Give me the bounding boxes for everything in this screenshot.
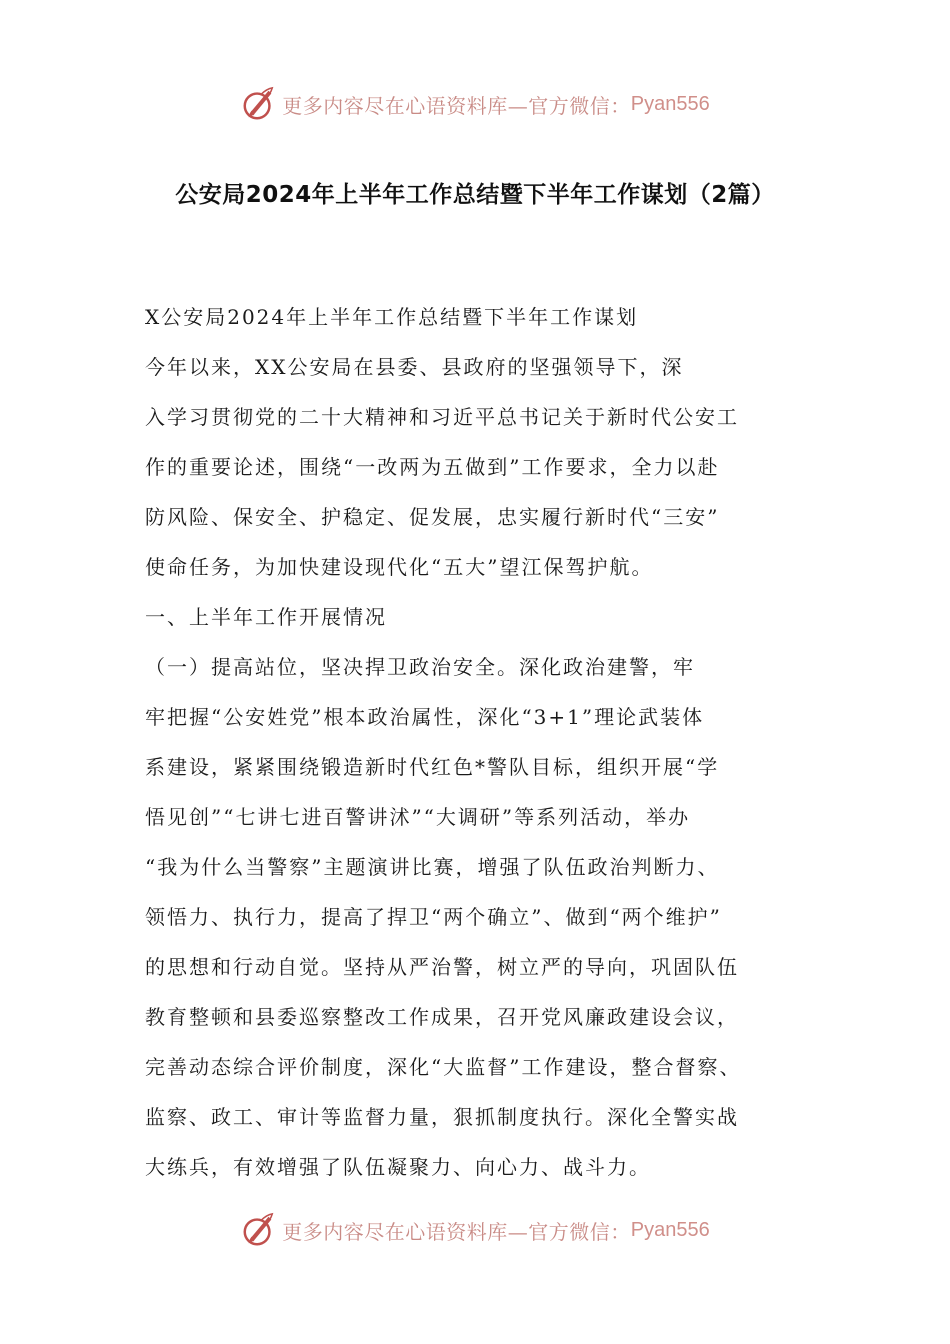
body-line: 使命任务，为加快建设现代化“五大”望江保驾护航。 <box>145 555 654 579</box>
body-line: 监察、政工、审计等监督力量，狠抓制度执行。深化全警实战 <box>145 1105 739 1129</box>
body-line: “我为什么当警察”主题演讲比赛，增强了队伍政治判断力、 <box>145 855 720 879</box>
body-line: 牢把握“公安姓党”根本政治属性，深化“3+1”理论武装体 <box>145 705 705 729</box>
body-line: 的思想和行动自觉。坚持从严治警，树立严的导向，巩固队伍 <box>145 955 739 979</box>
body-line: 防风险、保安全、护稳定、促发展，忠实履行新时代“三安” <box>145 505 720 529</box>
body-line: X公安局2024年上半年工作总结暨下半年工作谋划 <box>145 305 639 329</box>
section-heading: 一、上半年工作开展情况 <box>145 605 387 629</box>
quill-logo-icon <box>240 85 278 123</box>
watermark-text: 更多内容尽在心语资料库—官方微信： <box>282 93 631 118</box>
document-body <box>145 295 785 1195</box>
body-line: 作的重要论述，围绕“一改两为五做到”工作要求，全力以赴 <box>145 455 720 479</box>
watermark-text: 更多内容尽在心语资料库—官方微信： <box>282 1219 631 1244</box>
document-title: 公安局2024年上半年工作总结暨下半年工作谋划（2篇） <box>175 182 775 208</box>
body-line: 悟见创”“七讲七进百警讲沭”“大调研”等系列活动，举办 <box>145 805 691 829</box>
watermark-wechat-id: Pyan556 <box>630 92 710 115</box>
body-line: 领悟力、执行力，提高了捍卫“两个确立”、做到“两个维护” <box>145 905 722 929</box>
watermark-banner-bottom <box>0 1208 950 1252</box>
body-line: 今年以来，XX公安局在县委、县政府的坚强领导下，深 <box>145 355 684 379</box>
watermark-wechat-id: Pyan556 <box>630 1218 710 1241</box>
body-line: 入学习贯彻党的二十大精神和习近平总书记关于新时代公安工 <box>145 405 739 429</box>
body-line: 大练兵，有效增强了队伍凝聚力、向心力、战斗力。 <box>145 1155 651 1179</box>
body-line: 教育整顿和县委巡察整改工作成果，召开党风廉政建设会议， <box>145 1005 739 1029</box>
body-line: （一）提高站位，坚决捍卫政治安全。深化政治建警，牢 <box>145 655 695 679</box>
body-line: 完善动态综合评价制度，深化“大监督”工作建设，整合督察、 <box>145 1055 742 1079</box>
quill-logo-icon <box>240 1211 278 1249</box>
body-line: 系建设，紧紧围绕锻造新时代红色*警队目标，组织开展“学 <box>145 755 720 779</box>
watermark-banner-top <box>0 82 950 126</box>
